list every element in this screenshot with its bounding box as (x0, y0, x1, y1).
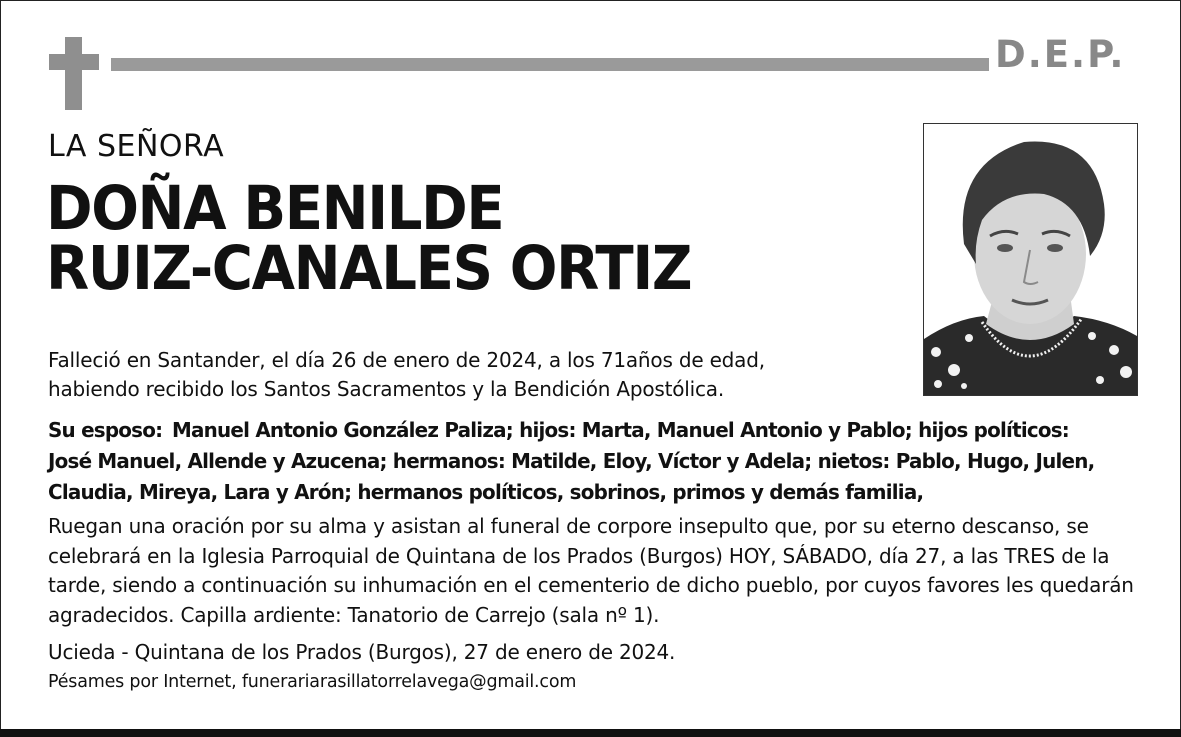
honorific-title: LA SEÑORA (48, 129, 225, 164)
dep-mark: D.E.P. (995, 33, 1126, 76)
funeral-paragraph: Ruegan una oración por su alma y asistan al funeral de corpore insepulto que, por su eterno descanso, se celebrará en la Iglesia Parroquial de Quintana de los Prados (Burgos) HOY, SÁBADO, día 27, a las TRES de la tarde, siendo a continuación su inhumación en el cementerio de dicho pueblo, por cuyos favores les quedarán agradecidos. Capilla ardiente: Tanatorio de Carrejo (sala nº 1). (48, 514, 1134, 627)
cross-vertical-bar (65, 37, 82, 110)
portrait-image (924, 124, 1137, 395)
name-line-2: RUIZ-CANALES ORTIZ (46, 233, 692, 304)
cross-horizontal-bar (49, 54, 99, 70)
family-list (48, 415, 1096, 508)
portrait-photo (923, 123, 1138, 396)
death-notice-paragraph (48, 346, 765, 404)
deceased-name (46, 173, 692, 304)
death-notice-line-2: habiendo recibido los Santos Sacramentos y la Bendición Apostólica. (48, 377, 725, 401)
condolences-contact: Pésames por Internet, funerariarasillatorrelavega@gmail.com (48, 672, 577, 692)
family-members: Manuel Antonio González Paliza; hijos: Marta, Manuel Antonio y Pablo; hijos políticos: José Manuel, Allende y Azucena; hermanos: Matilde, Eloy, Víctor y Adela; nietos: Pablo, Hugo, Julen, Claudia, Mireya, Lara y Arón; hermanos políticos, sobrinos, primos y demás familia, (48, 418, 1095, 504)
bottom-border (0, 729, 1181, 737)
name-line-1: DOÑA BENILDE (46, 173, 504, 244)
family-label: Su esposo: (48, 418, 163, 442)
place-date: Ucieda - Quintana de los Prados (Burgos), 27 de enero de 2024. (48, 640, 676, 664)
death-notice-line-1: Falleció en Santander, el día 26 de enero de 2024, a los 71años de edad, (48, 348, 765, 372)
header-rule (111, 58, 989, 71)
